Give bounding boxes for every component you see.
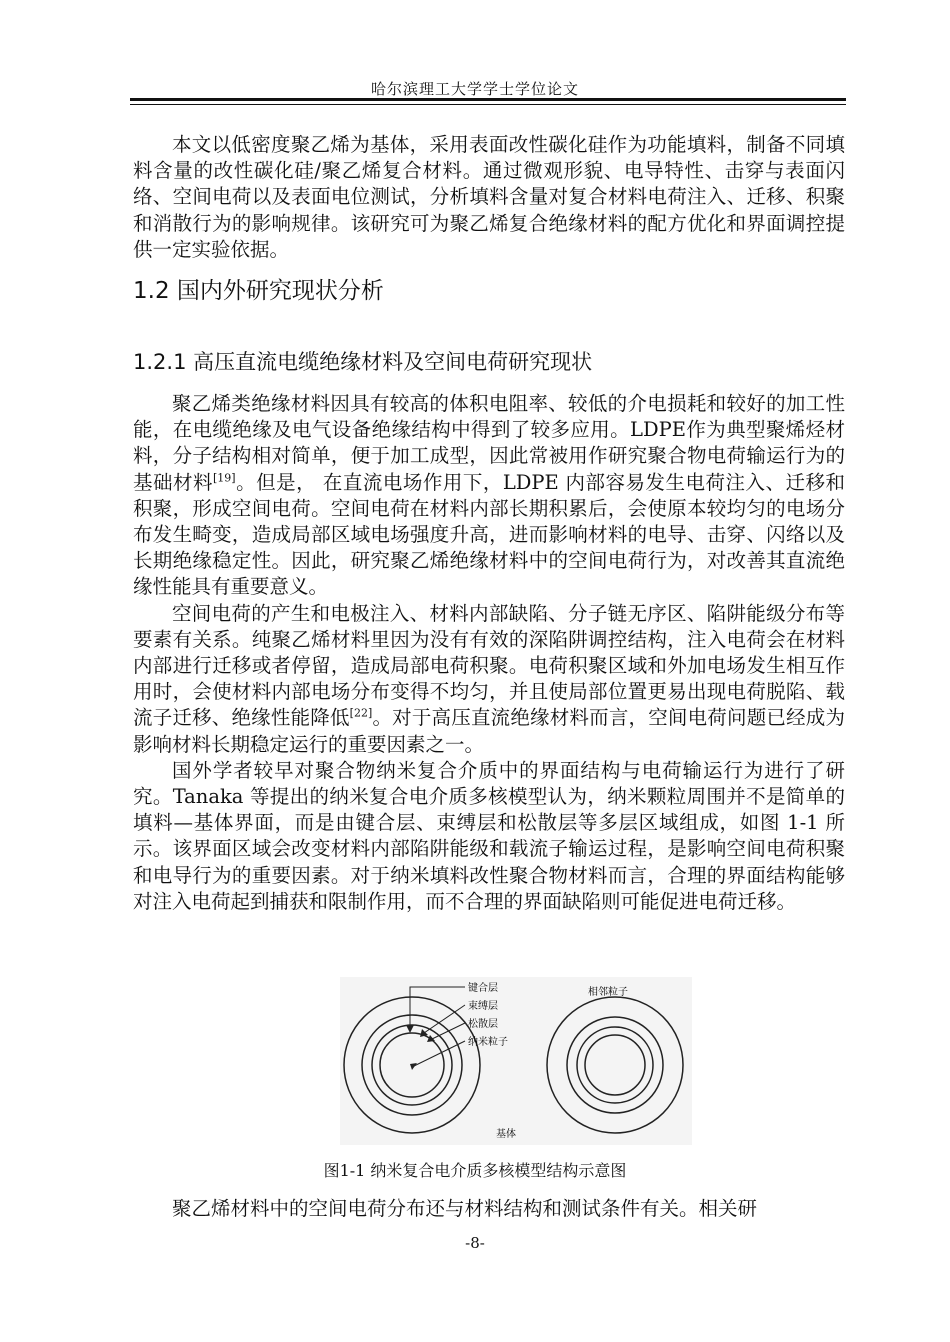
paragraph-1 — [133, 391, 845, 601]
header-rule-thick — [130, 98, 846, 101]
paragraph-1-part-a: 聚乙烯类绝缘材料因具有较高的体积电阻率、较低的介电损耗和较好的加工性能，在电缆绝缘及电气设备绝缘结构中得到了较多应用。LDPE作为典型聚烯烃材料，分子结构相对简单，便于加工成型，因此常被用作研究聚合物电荷输运行为的基础材料 — [133, 392, 845, 494]
page-number: -8- — [465, 1234, 485, 1252]
citation-22: [22] — [349, 706, 373, 720]
label-bonded-layer: 键合层 — [468, 983, 498, 994]
header-rule-thin — [130, 104, 846, 105]
paragraph-2-part-a: 空间电荷的产生和电极注入、材料内部缺陷、分子链无序区、陷阱能级分布等要素有关系。纯聚乙烯材料里因为没有有效的深陷阱调控结构，注入电荷会在材料内部进行迁移或者停留，造成局部电荷积聚。电荷积聚区域和外加电场发生相互作用时，会使材料内部电场分布变得不均匀，并且使局部位置更易出现电荷脱陷、载流子迁移、绝缘性能降低 — [133, 601, 845, 730]
intro-paragraph: 本文以低密度聚乙烯为基体，采用表面改性碳化硅作为功能填料，制备不同填料含量的改性碳化硅/聚乙烯复合材料。通过微观形貌、电导特性、击穿与表面闪络、空间电荷以及表面电位测试，分析填料含量对复合材料电荷注入、迁移、积聚和消散行为的影响规律。该研究可为聚乙烯复合绝缘材料的配方优化和界面调控提供一定实验依据。 — [133, 133, 845, 261]
main-text — [133, 391, 845, 915]
label-matrix: 基体 — [496, 1129, 516, 1140]
running-header: 哈尔滨理工大学学士学位论文 — [370, 80, 579, 98]
subsection-heading: 1.2.1 高压直流电缆绝缘材料及空间电荷研究现状 — [133, 350, 593, 374]
label-bound-layer: 束缚层 — [468, 1001, 498, 1012]
paragraph-2 — [133, 601, 845, 758]
label-neighbor-particle: 相邻粒子 — [588, 987, 628, 998]
figure-caption: 图1-1 纳米复合电介质多核模型结构示意图 — [323, 1161, 627, 1180]
label-loose-layer: 松散层 — [468, 1019, 498, 1030]
paragraph-2-part-b: 。对于高压直流绝缘材料而言，空间电荷问题已经成为影响材料长期稳定运行的重要因素之一。 — [133, 706, 845, 756]
multicore-model-figure — [340, 977, 692, 1145]
label-nanoparticle: 纳米粒子 — [468, 1037, 508, 1048]
intro-block — [133, 132, 845, 263]
multicore-model-diagram — [340, 977, 692, 1145]
paragraph-3: 国外学者较早对聚合物纳米复合介质中的界面结构与电荷输运行为进行了研究。Tanaka 等提出的纳米复合电介质多核模型认为，纳米颗粒周围并不是简单的填料—基体界面，而是由键合层、束缚层和松散层等多层区域组成，如图 1-1 所示。该界面区域会改变材料内部陷阱能级和载流子输运过程，是影响空间电荷积聚和电导行为的重要因素。对于纳米填料改性聚合物材料而言，合理的界面结构能够对注入电荷起到捕获和限制作用，而不合理的界面缺陷则可能促进电荷迁移。 — [133, 758, 845, 913]
section-heading: 1.2 国内外研究现状分析 — [133, 278, 384, 304]
closing-block — [133, 1196, 845, 1222]
citation-19: [19] — [213, 471, 236, 485]
last-paragraph: 聚乙烯材料中的空间电荷分布还与材料结构和测试条件有关。相关研 — [172, 1197, 758, 1220]
paragraph-1-part-b: 。但是， 在直流电场作用下，LDPE 内部容易发生电荷注入、迁移和积聚，形成空间电荷。空间电荷在材料内部长期积累后，会使原本较均匀的电场分布发生畸变，造成局部区域电场强度升高，进而影响材料的电导、击穿、闪络以及长期绝缘稳定性。因此，研究聚乙烯绝缘材料中的空间电荷行为，对改善其直流绝缘性能具有重要意义。 — [133, 470, 845, 599]
